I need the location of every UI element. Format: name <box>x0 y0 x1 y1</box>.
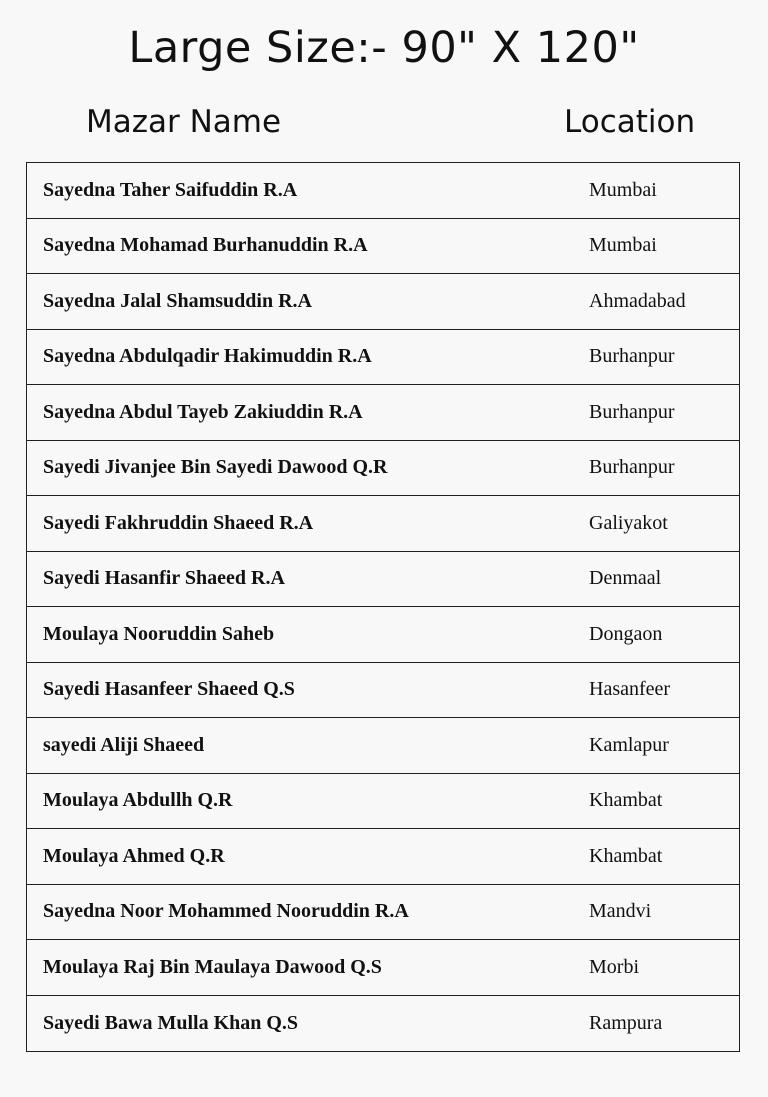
table-row <box>27 940 739 996</box>
mazar-name-cell: sayedi Aliji Shaeed <box>43 733 205 756</box>
table-row <box>27 496 739 552</box>
column-header-location: Location <box>564 104 696 140</box>
table-row <box>27 385 739 441</box>
mazar-name-cell: Moulaya Ahmed Q.R <box>43 844 225 867</box>
mazar-name-cell: Sayedna Jalal Shamsuddin R.A <box>43 289 312 312</box>
table-row <box>27 607 739 663</box>
mazar-name-cell: Sayedna Abdul Tayeb Zakiuddin R.A <box>43 400 363 423</box>
location-cell: Burhanpur <box>589 456 675 479</box>
table-row <box>27 829 739 885</box>
column-header-mazar-name: Mazar Name <box>86 104 282 140</box>
mazar-name-cell: Moulaya Raj Bin Maulaya Dawood Q.S <box>43 955 382 978</box>
location-cell: Mandvi <box>589 900 652 923</box>
location-cell: Morbi <box>589 955 639 978</box>
table-row <box>27 552 739 608</box>
mazar-name-cell: Sayedna Abdulqadir Hakimuddin R.A <box>43 345 372 368</box>
mazar-table <box>26 162 740 1052</box>
mazar-name-cell: Sayedna Noor Mohammed Nooruddin R.A <box>43 900 409 923</box>
table-row <box>27 330 739 386</box>
location-cell: Burhanpur <box>589 345 675 368</box>
mazar-name-cell: Sayedna Taher Saifuddin R.A <box>43 178 298 201</box>
location-cell: Burhanpur <box>589 400 675 423</box>
table-row <box>27 774 739 830</box>
location-cell: Hasanfeer <box>589 678 671 701</box>
table-row <box>27 441 739 497</box>
location-cell: Denmaal <box>589 567 662 590</box>
mazar-name-cell: Sayedi Fakhruddin Shaeed R.A <box>43 511 314 534</box>
mazar-name-cell: Moulaya Nooruddin Saheb <box>43 622 275 645</box>
table-row <box>27 274 739 330</box>
mazar-name-cell: Sayedi Bawa Mulla Khan Q.S <box>43 1011 299 1034</box>
mazar-name-cell: Sayedi Jivanjee Bin Sayedi Dawood Q.R <box>43 456 388 479</box>
mazar-name-cell: Sayedi Hasanfir Shaeed R.A <box>43 567 285 590</box>
location-cell: Rampura <box>589 1011 663 1034</box>
table-row <box>27 885 739 941</box>
table-row <box>27 663 739 719</box>
location-cell: Mumbai <box>589 234 657 257</box>
mazar-name-cell: Moulaya Abdullh Q.R <box>43 789 233 812</box>
table-row <box>27 718 739 774</box>
location-cell: Ahmadabad <box>589 289 686 312</box>
table-row <box>27 163 739 219</box>
table-row <box>27 996 739 1052</box>
table-row <box>27 219 739 275</box>
mazar-name-cell: Sayedi Hasanfeer Shaeed Q.S <box>43 678 295 701</box>
location-cell: Mumbai <box>589 178 657 201</box>
mazar-name-cell: Sayedna Mohamad Burhanuddin R.A <box>43 234 368 257</box>
location-cell: Khambat <box>589 789 663 812</box>
page-title: Large Size:- 90" X 120" <box>128 23 640 73</box>
location-cell: Kamlapur <box>589 733 669 756</box>
location-cell: Dongaon <box>589 622 663 645</box>
location-cell: Galiyakot <box>589 511 668 534</box>
location-cell: Khambat <box>589 844 663 867</box>
